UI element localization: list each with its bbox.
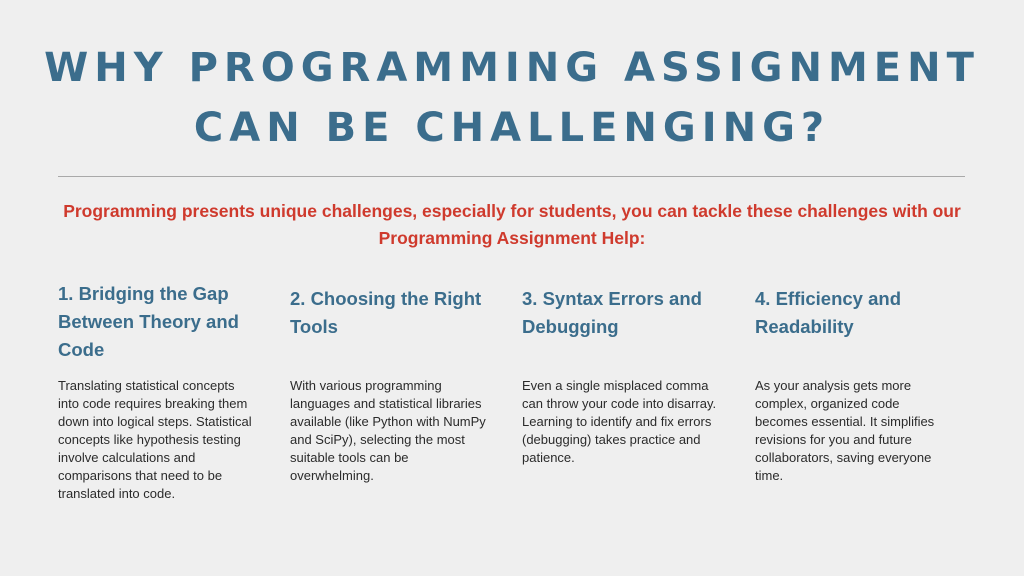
page-title-line-1: WHY PROGRAMMING ASSIGNMENT	[44, 45, 980, 91]
page-title-line-2: CAN BE CHALLENGING?	[193, 105, 831, 151]
challenge-heading-1: 1. Bridging the Gap Between Theory and Code	[58, 283, 239, 360]
title-divider	[58, 176, 965, 177]
challenge-column-1	[58, 280, 258, 501]
intro-text: Programming presents unique challenges, especially for students, you can tackle these challenges with our Programming Assignment Help:	[63, 201, 961, 248]
challenge-heading-4: 4. Efficiency and Readability	[755, 288, 901, 337]
challenge-body-4: As your analysis gets more complex, organized code becomes essential. It simplifies revisions for you and future collaborators, saving everyone time.	[755, 378, 935, 483]
challenge-column-4	[755, 285, 955, 483]
challenge-column-3	[522, 285, 722, 465]
page-title	[0, 38, 1024, 158]
challenge-body-1: Translating statistical concepts into code requires breaking them down into logical steps. Statistical concepts like hypothesis testing involve calculations and comparisons that need to be translated into code.	[58, 378, 252, 501]
challenge-heading-3: 3. Syntax Errors and Debugging	[522, 288, 702, 337]
challenge-body-2: With various programming languages and statistical libraries available (like Python with NumPy and SciPy), selecting the most suitable tools can be overwhelming.	[290, 378, 486, 483]
challenge-column-2	[290, 285, 490, 483]
challenge-body-3: Even a single misplaced comma can throw your code into disarray. Learning to identify and fix errors (debugging) takes practice and patience.	[522, 378, 717, 465]
challenge-heading-2: 2. Choosing the Right Tools	[290, 288, 482, 337]
